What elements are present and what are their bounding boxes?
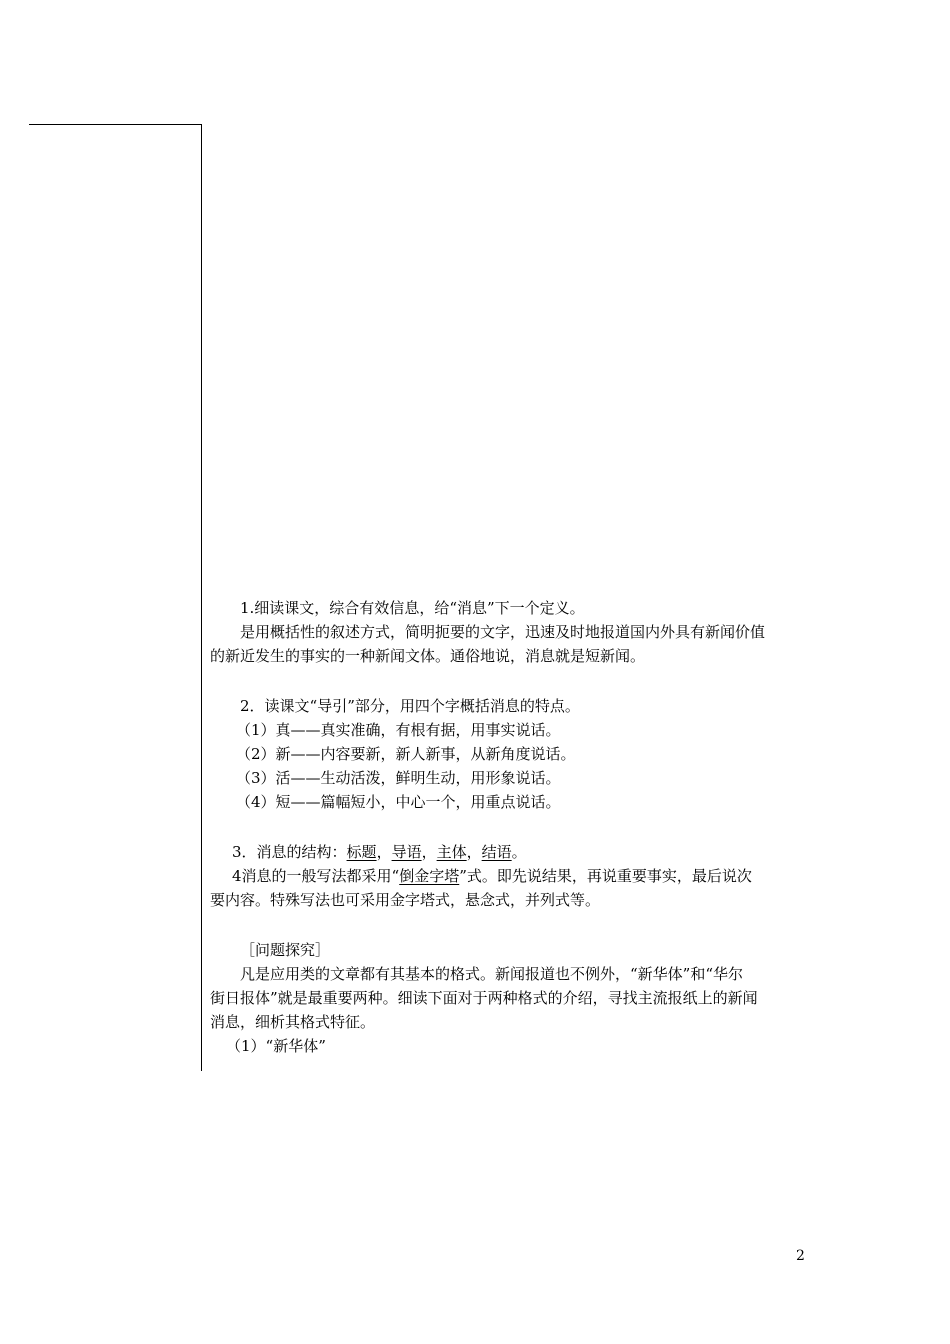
explore-line3: 消息，细析其格式特征。 [210, 1013, 376, 1031]
q3-sep-1: ， [376, 843, 392, 861]
q3-sep-3: ， [466, 843, 482, 861]
explore-heading: ［问题探究］ [240, 941, 331, 959]
page-number: 2 [796, 1248, 805, 1264]
q3-prefix: 3．消息的结构： [232, 843, 347, 861]
q2-item-1: （1）真——真实准确，有根有据，用事实说话。 [236, 721, 561, 739]
q2-item-3: （3）活——生动活泼，鲜明生动，用形象说话。 [236, 769, 561, 787]
q1-answer-line1: 是用概括性的叙述方式，简明扼要的文字，迅速及时地报道国内外具有新闻价值 [240, 623, 766, 641]
q3-part-lead: 导语 [391, 843, 422, 861]
table-border-left [201, 124, 202, 1071]
q3-end: 。 [511, 843, 527, 861]
q3-part-title: 标题 [346, 843, 377, 861]
q4-line1 [210, 864, 830, 888]
lesson-content [210, 596, 830, 1058]
q1-heading: 1.细读课文，综合有效信息，给“消息”下一个定义。 [240, 599, 585, 617]
q3-part-body: 主体 [436, 843, 467, 861]
q4-inverted-pyramid: 倒金字塔 [399, 867, 460, 885]
q2-heading: 2．读课文“导引”部分，用四个字概括消息的特点。 [240, 697, 580, 715]
explore-line1: 凡是应用类的文章都有其基本的格式。新闻报道也不例外，“新华体”和“华尔 [240, 965, 744, 983]
q2-item-4: （4）短——篇幅短小，中心一个，用重点说话。 [236, 793, 561, 811]
q4-prefix: 4消息的一般写法都采用“ [232, 867, 400, 885]
explore-line2: 街日报体”就是最重要两种。细读下面对于两种格式的介绍，寻找主流报纸上的新闻 [210, 989, 758, 1007]
explore-sub-heading: （1）“新华体” [226, 1037, 326, 1055]
q3-part-conclusion: 结语 [481, 843, 512, 861]
q4-line2: 要内容。特殊写法也可采用金字塔式，悬念式，并列式等。 [210, 891, 601, 909]
q3-structure-line [210, 840, 830, 864]
table-border-top [29, 124, 202, 125]
q3-sep-2: ， [421, 843, 437, 861]
q2-item-2: （2）新——内容要新，新人新事，从新角度说话。 [236, 745, 576, 763]
q1-answer-line2: 的新近发生的事实的一种新闻文体。通俗地说，消息就是短新闻。 [210, 647, 646, 665]
q4-suffix: ”式。即先说结果，再说重要事实，最后说次 [459, 867, 752, 885]
